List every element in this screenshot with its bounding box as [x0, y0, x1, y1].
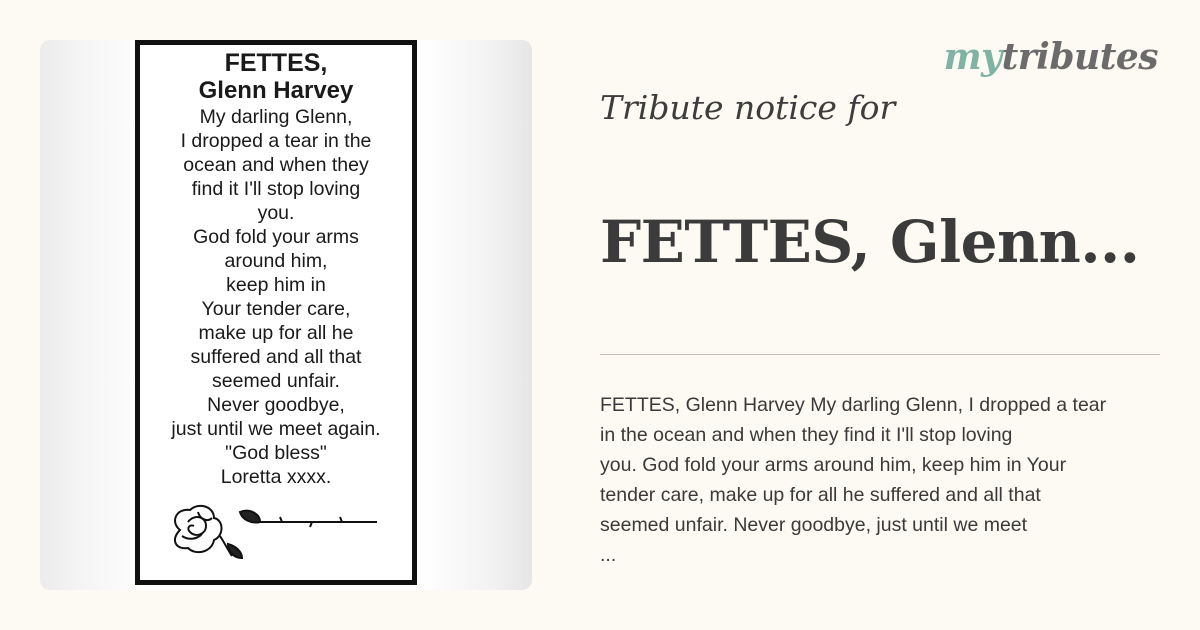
- page-title: FETTES, Glenn...: [600, 208, 1140, 276]
- mytributes-logo[interactable]: [944, 36, 1158, 78]
- notice-image: [40, 40, 532, 590]
- notice-line: you.: [257, 202, 295, 224]
- notice-line: Your tender care,: [201, 298, 351, 320]
- excerpt-line: tender care, make up for all he suffered and all that: [600, 484, 1041, 506]
- notice-line: around him,: [224, 250, 328, 272]
- notice-line: find it I'll stop loving: [191, 178, 361, 200]
- tribute-subtitle: Tribute notice for: [600, 88, 896, 127]
- notice-line: seemed unfair.: [212, 370, 340, 392]
- notice-line: ocean and when they: [183, 154, 369, 176]
- excerpt-line: you. God fold your arms around him, keep him in Your: [600, 454, 1067, 476]
- tribute-excerpt: [600, 390, 1160, 570]
- excerpt-line: in the ocean and when they find it I'll stop loving: [600, 424, 1013, 446]
- excerpt-line: FETTES, Glenn Harvey My darling Glenn, I dropped a tear: [600, 394, 1107, 416]
- notice-full-name: Glenn Harvey: [198, 77, 354, 104]
- notice-line: suffered and all that: [190, 346, 362, 368]
- excerpt-line: seemed unfair. Never goodbye, just until we meet: [600, 514, 1028, 536]
- notice-line: Loretta xxxx.: [220, 466, 332, 488]
- notice-line: Never goodbye,: [207, 394, 345, 416]
- notice-line: keep him in: [226, 274, 326, 296]
- divider: [600, 354, 1160, 355]
- notice-surname: FETTES,: [224, 49, 328, 77]
- notice-card: [135, 40, 417, 585]
- notice-line: My darling Glenn,: [199, 106, 353, 128]
- notice-line: make up for all he: [198, 322, 354, 344]
- notice-line: I dropped a tear in the: [180, 130, 372, 152]
- notice-line: "God bless": [225, 442, 327, 464]
- logo-tributes: tributes: [1001, 36, 1158, 78]
- notice-line: just until we meet again.: [171, 418, 381, 440]
- notice-line: God fold your arms: [193, 226, 359, 248]
- logo-my: my: [943, 36, 1002, 78]
- notice-body: [140, 105, 412, 489]
- rose-icon: [162, 500, 392, 565]
- excerpt-ellipsis: ...: [600, 544, 617, 566]
